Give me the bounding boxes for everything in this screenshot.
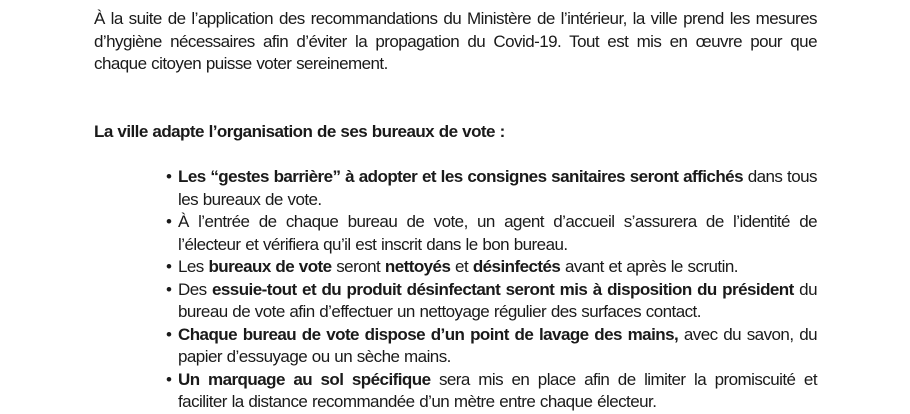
bullet-icon: • [166, 279, 172, 299]
document-page [94, 8, 817, 414]
text-segment: À l’entrée de chaque bureau de vote, un agent d’accueil s’assurera de l’identité de l’électeur et vérifiera qu’il est inscrit dans le bon bureau. [178, 212, 817, 254]
bold-text-segment: Un marquage au sol spécifique [178, 369, 431, 389]
bullet-icon: • [166, 257, 172, 276]
bullet-icon: • [166, 369, 172, 389]
text-segment: seront [331, 257, 385, 276]
list-item [166, 279, 817, 324]
bold-text-segment: Chaque bureau de vote dispose d’un point de lavage des mains, [178, 324, 679, 344]
text-segment: avant et après le scrutin. [560, 257, 738, 276]
list-item [166, 324, 817, 369]
text-segment: Des [178, 279, 212, 299]
bullet-icon: • [166, 167, 172, 186]
list-item [166, 256, 817, 279]
list-item [166, 369, 817, 414]
text-segment: dans tous les bureaux de vote. [178, 167, 817, 209]
bold-text-segment: Les “gestes barrière” à adopter et les consignes sanitaires seront affichés [178, 167, 743, 186]
text-segment: du bureau de vote afin d’effectuer un nettoyage régulier des surfaces contact. [178, 279, 817, 321]
bullet-icon: • [166, 324, 172, 344]
list-item [166, 166, 817, 211]
bold-text-segment: nettoyés [384, 257, 451, 276]
list-item [166, 211, 817, 256]
text-segment: sera mis en place afin de limiter la promiscuité et faciliter la distance recommandée d’un mètre entre chaque électeur. [178, 369, 817, 411]
text-segment: et [450, 257, 473, 276]
measures-list [94, 166, 817, 414]
bold-text-segment: essuie-tout et du produit désinfectant seront mis à disposition du président [212, 279, 794, 299]
section-heading: La ville adapte l’organisation de ses bureaux de vote : [94, 121, 505, 141]
text-segment: avec du savon, du papier d’essuyage ou un sèche mains. [178, 324, 817, 366]
bold-text-segment: bureaux de vote [208, 257, 332, 276]
bullet-icon: • [166, 212, 172, 231]
text-segment: Les [178, 257, 209, 276]
bold-text-segment: désinfectés [472, 257, 561, 276]
intro-paragraph: À la suite de l’application des recommandations du Ministère de l’intérieur, la ville prend les mesures d’hygiène nécessaires afin d’éviter la propagation du Covid-19. Tout est mis en œuvre pour que chaque citoyen puisse voter sereinement. [94, 9, 817, 73]
